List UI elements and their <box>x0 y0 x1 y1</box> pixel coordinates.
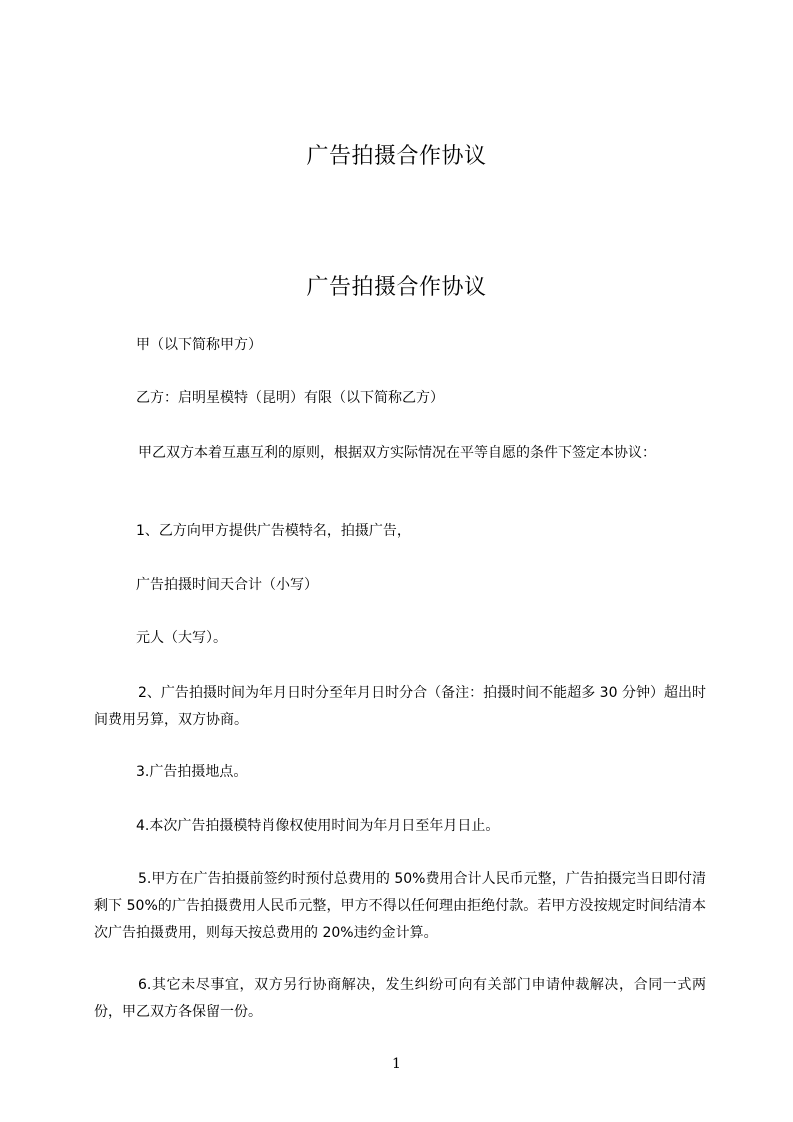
clause-4-paragraph: 4.本次广告拍摄模特肖像权使用时间为年月日至年月日止。 <box>136 818 500 834</box>
clause-1-paragraph: 1、乙方向甲方提供广告模特名，拍摄广告， <box>136 523 411 539</box>
clause-5-paragraph: 5.甲方在广告拍摄前签约时预付总费用的 50%费用合计人民币元整，广告拍摄完当日即付清剩下 50%的广告拍摄费用人民币元整，甲方不得以任何理由拒绝付款。若甲方没按规定时间结清本次广告拍摄费用，则每天按总费用的 20%违约金计算。 <box>94 871 706 941</box>
page-number: 1 <box>392 1056 401 1072</box>
document-title: 广告拍摄合作协议 <box>306 275 487 300</box>
preamble-paragraph: 甲乙双方本着互惠互利的原则，根据双方实际情况在平等自愿的条件下签定本协议： <box>138 445 656 461</box>
clause-1-time-paragraph: 广告拍摄时间天合计（小写） <box>136 577 318 593</box>
cover-title: 广告拍摄合作协议 <box>306 144 487 169</box>
clause-6-paragraph: 6.其它未尽事宜，双方另行协商解决，发生纠纷可向有关部门申请仲裁解决，合同一式两份，甲乙双方各保留一份。 <box>94 977 706 1020</box>
party-b-paragraph: 乙方：启明星模特（昆明）有限（以下简称乙方） <box>136 390 444 406</box>
clause-2-paragraph: 2、广告拍摄时间为年月日时分至年月日时分合（备注：拍摄时间不能超多 30 分钟）超出时间费用另算，双方协商。 <box>94 685 706 728</box>
clause-1-amount-paragraph: 元人（大写）。 <box>136 630 227 646</box>
clause-3-paragraph: 3.广告拍摄地点。 <box>136 764 248 780</box>
party-a-paragraph: 甲（以下简称甲方） <box>136 337 262 353</box>
